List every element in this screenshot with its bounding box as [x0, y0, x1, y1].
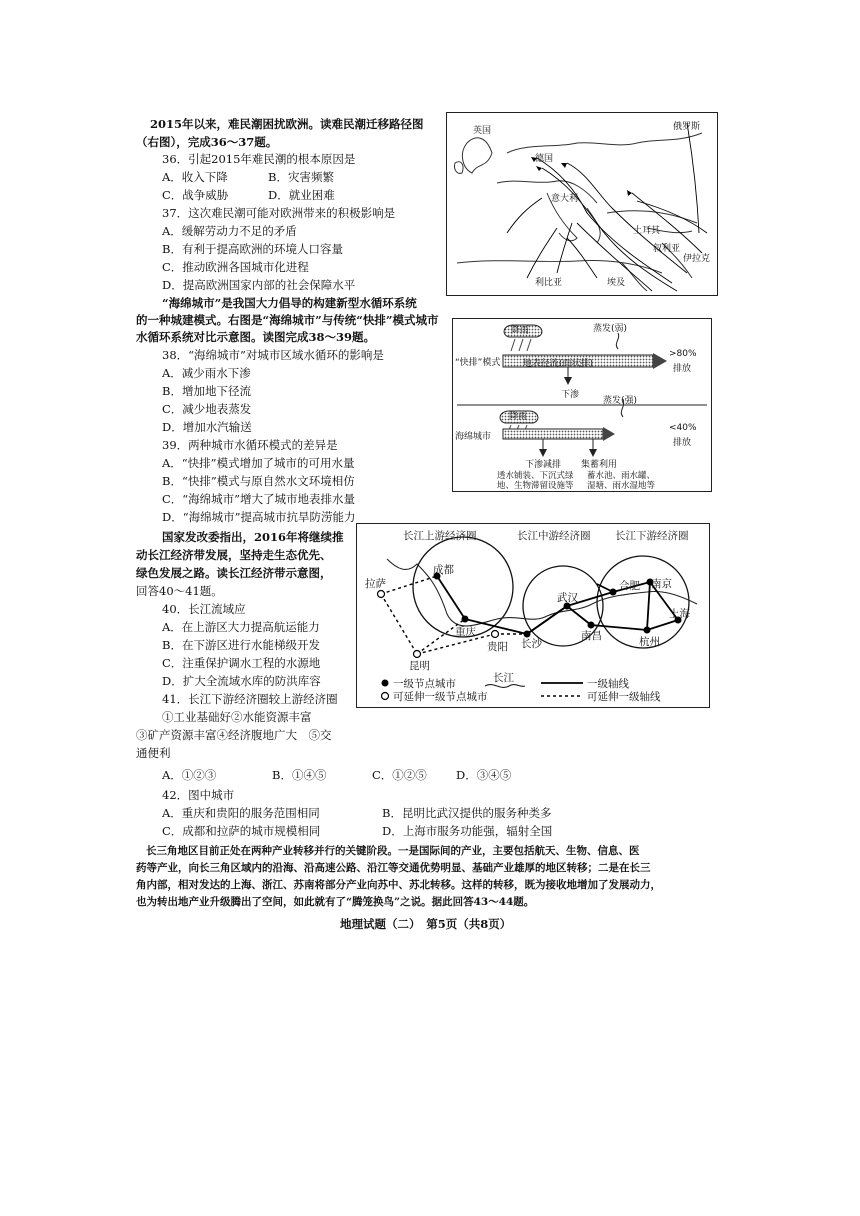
intro4-line1: 长三角地区目前正处在两种产业转移并行的关键阶段。一是国际间的产业，主要包括航天、生物、信息、医	[146, 845, 640, 857]
q40-option-a: A．在上游区大力提高航运能力	[162, 620, 320, 634]
yz-city-shanghai: 上海	[669, 608, 690, 620]
yz-city-wuhan: 武汉	[557, 592, 578, 604]
q41-option-c: C．①②⑤	[372, 768, 427, 782]
yz-legend-axis: 一级轴线	[587, 678, 629, 690]
q37-option-b: B．有利于提高欧洲的环境人口容量	[162, 242, 343, 256]
map-label-italy: 意大利	[551, 194, 579, 204]
q40-option-b: B．在下游区进行水能梯级开发	[162, 638, 320, 652]
wc-mode-fast-drain: “快排”模式	[455, 358, 501, 368]
intro3-line3: 绿色发展之路。读长江经济带示意图，	[136, 566, 332, 580]
q37-stem: 37．这次难民潮可能对欧洲带来的积极影响是	[162, 206, 396, 220]
map-label-syria: 叙利亚	[653, 244, 681, 254]
wc-evap-top: 蒸发(弱)	[593, 324, 628, 334]
q41-line1: ①工业基础好②水能资源丰富	[162, 710, 312, 724]
intro3-line1: 国家发改委指出，2016年将继续推	[162, 530, 344, 544]
wc-pct-bottom: <40%	[669, 423, 697, 433]
q36-option-d: D．就业困难	[268, 188, 335, 202]
wc-drain-bottom: 排放	[673, 438, 692, 448]
q42-stem: 42．图中城市	[162, 788, 235, 802]
yz-legend-river: 长江	[493, 672, 514, 684]
map-label-turkey: 土耳其	[633, 226, 661, 236]
wc-infil-top: 下渗	[561, 390, 580, 400]
wc-note1b: 地、生物滞留设施等	[497, 481, 574, 491]
q37-option-c: C．推动欧洲各国城市化进程	[162, 260, 309, 274]
q41-stem: 41．长江下游经济圈较上游经济圈	[162, 692, 338, 706]
q38-option-c: C．减少地表蒸发	[162, 402, 252, 416]
q41-option-d: D．③④⑤	[456, 768, 512, 782]
yz-city-guiyang: 贵阳	[487, 641, 508, 653]
map-label-russia: 俄罗斯	[673, 122, 701, 132]
q39-option-b: B．“快排”模式与原自然水文环境相仿	[162, 474, 355, 488]
refugee-route-map	[446, 112, 718, 296]
q38-option-a: A．减少雨水下渗	[162, 366, 251, 380]
q40-option-d: D．扩大全流域水库的防洪库容	[162, 674, 321, 688]
yz-legend-node: 一级节点城市	[393, 678, 456, 690]
yz-legend-axis-ext: 可延伸一级轴线	[587, 691, 661, 703]
q41-line2: ③矿产资源丰富④经济腹地广大 ⑤交	[136, 728, 332, 742]
intro2-line2: 的一种城建模式。右图是“海绵城市”与传统“快排”模式城市	[136, 313, 439, 327]
yz-title-upstream: 长江上游经济圈	[403, 530, 477, 542]
yz-city-kunming: 昆明	[409, 660, 430, 672]
intro1-line1: 2015年以来，难民潮困扰欧洲。读难民潮迁移路径图	[150, 117, 424, 131]
q39-stem: 39．两种城市水循环模式的差异是	[162, 438, 338, 452]
wc-use-bottom: 集蓄利用	[581, 460, 618, 470]
intro4-line3: 角内部，相对发达的上海、浙江、苏南将部分产业向苏中、苏北转移。这样的转移，既为接收地增加了发展动力，	[136, 879, 661, 891]
wc-note2b: 湿塘、雨水湿地等	[587, 481, 656, 491]
q39-option-c: C．“海绵城市”增大了城市地表排水量	[162, 492, 356, 506]
yz-city-nanjing: 南京	[651, 578, 672, 590]
intro4-line2: 药等产业，向长三角区域内的沿海、沿高速公路、沿江等交通优势明显、基础产业雄厚的地区转移；二是在长三	[136, 862, 651, 874]
q38-option-d: D．增加水汽输送	[162, 420, 252, 434]
map-label-uk: 英国	[473, 126, 492, 136]
q38-stem: 38．“海绵城市”对城市区域水循环的影响是	[162, 348, 384, 362]
q42-option-c: C．成都和拉萨的城市规模相同	[162, 824, 321, 838]
q41-option-b: B．①④⑤	[272, 768, 327, 782]
wc-drain-top: 排放	[673, 364, 692, 374]
q42-option-b: B．昆明比武汉提供的服务种类多	[382, 806, 552, 820]
map-label-germany: 德国	[535, 154, 554, 164]
water-cycle-figure	[452, 318, 712, 492]
yz-city-hefei: 合肥	[619, 580, 640, 592]
refugee-map-drawing	[447, 113, 717, 295]
q40-stem: 40．长江流域应	[162, 602, 246, 616]
q38-option-b: B．增加地下径流	[162, 384, 251, 398]
yz-city-chongqing: 重庆	[455, 626, 476, 638]
wc-note1a: 透水铺装、下沉式绿	[497, 471, 574, 481]
wc-surface-top: 地表径流(面状排)	[523, 359, 594, 369]
yz-city-lhasa: 拉萨	[365, 578, 386, 590]
intro2-line3: 水循环系统对比示意图。读图完成38～39题。	[136, 330, 376, 344]
wc-note2a: 蓄水池、雨水罐、	[587, 471, 656, 481]
wc-evap-bottom: 蒸发(强)	[603, 396, 638, 406]
q37-option-d: D．提高欧洲国家内部的社会保障水平	[162, 278, 356, 292]
yz-city-hangzhou: 杭州	[639, 636, 660, 648]
q42-option-a: A．重庆和贵阳的服务范围相同	[162, 806, 320, 820]
wc-pct-top: >80%	[669, 349, 697, 359]
wc-rain-top: 降雨	[511, 326, 530, 336]
q40-option-c: C．注重保护调水工程的水源地	[162, 656, 321, 670]
intro3-line4: 回答40～41题。	[136, 584, 223, 598]
q36-option-a: A．收入下降	[162, 170, 228, 184]
yz-city-nanchang: 南昌	[581, 630, 602, 642]
q37-option-a: A．缓解劳动力不足的矛盾	[162, 224, 297, 238]
map-label-iraq: 伊拉克	[683, 254, 711, 264]
yz-title-downstream: 长江下游经济圈	[615, 530, 689, 542]
q41-line3: 通便利	[136, 746, 171, 760]
intro3-line2: 动长江经济带发展，坚持走生态优先、	[136, 548, 332, 562]
page-footer: 地理试题（二） 第5页（共8页）	[340, 917, 512, 931]
q39-option-d: D．“海绵城市”提高城市抗旱防涝能力	[162, 510, 356, 524]
q36-option-b: B．灾害频繁	[268, 170, 334, 184]
q42-option-d: D．上海市服务功能强，辐射全国	[382, 824, 553, 838]
wc-infil-bottom: 下渗减排	[525, 460, 562, 470]
wc-mode-sponge: 海绵城市	[455, 432, 492, 442]
wc-rain-bottom: 降雨	[509, 412, 528, 422]
map-label-egypt: 埃及	[607, 278, 626, 288]
map-label-libya: 利比亚	[535, 278, 563, 288]
yz-title-midstream: 长江中游经济圈	[517, 530, 591, 542]
yz-legend-node-ext: 可延伸一级节点城市	[393, 691, 488, 703]
q36-stem: 36．引起2015年难民潮的根本原因是	[162, 152, 356, 166]
q39-option-a: A．“快排”模式增加了城市的可用水量	[162, 456, 355, 470]
yangtze-belt-figure	[356, 523, 710, 708]
q41-option-a: A．①②③	[162, 768, 217, 782]
q36-option-c: C．战争威胁	[162, 188, 229, 202]
yz-city-changsha: 长沙	[521, 638, 542, 650]
intro1-line2: （右图），完成36～37题。	[136, 135, 278, 149]
intro4-line4: 也为转出地产业升级腾出了空间，如此就有了“腾笼换鸟”之说。据此回答43～44题。	[136, 896, 535, 908]
yz-city-chengdu: 成都	[433, 564, 454, 576]
intro2-line1: “海绵城市”是我国大力倡导的构建新型水循环系统	[162, 296, 417, 310]
